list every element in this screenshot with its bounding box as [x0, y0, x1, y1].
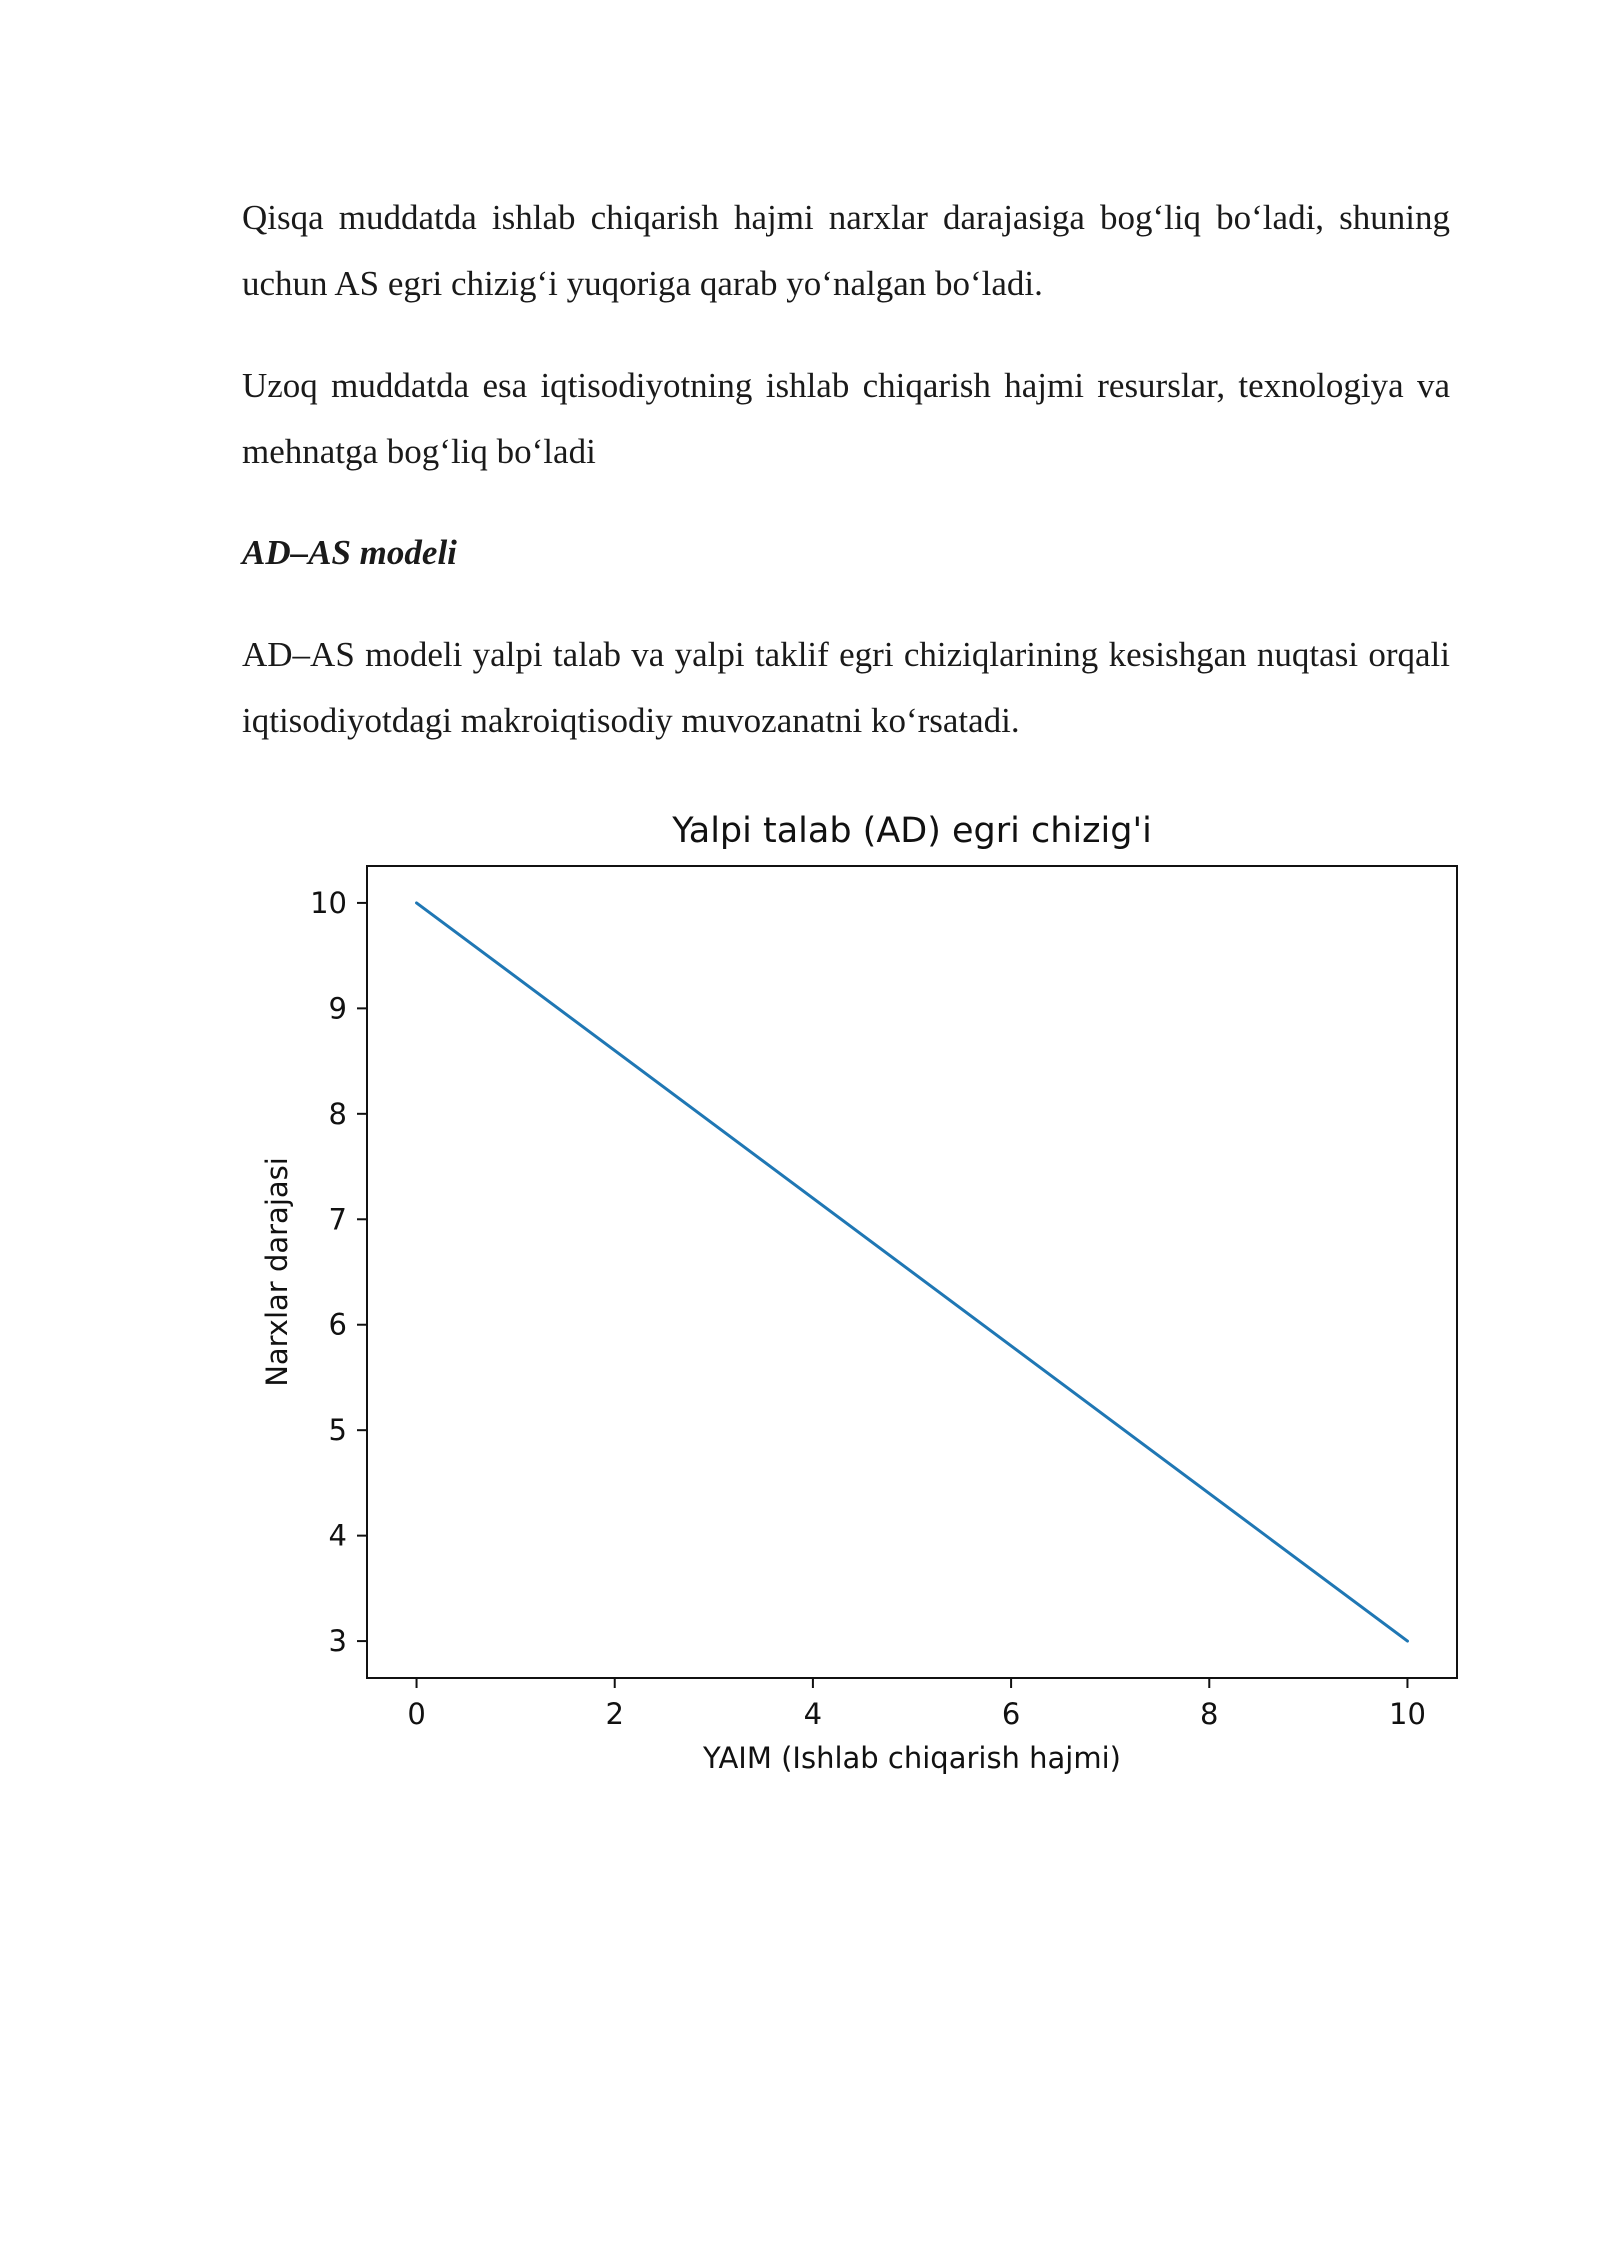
- series-layer: [417, 903, 1408, 1641]
- y-tick-label: 3: [328, 1624, 347, 1659]
- paragraph-short-run: Qisqa muddatda ishlab chiqarish hajmi narxlar darajasiga bog‘liq bo‘ladi, shuning uchun AS egri chizig‘i yuqoriga qarab yo‘nalgan bo‘ladi.: [242, 198, 1450, 303]
- y-tick-label: 6: [328, 1307, 347, 1342]
- y-axis-label: Narxlar darajasi: [260, 1157, 294, 1387]
- y-tick-label: 5: [328, 1413, 347, 1448]
- y-tick-label: 9: [328, 991, 347, 1026]
- ad-curve-line: [417, 903, 1408, 1641]
- plot-area-frame: [367, 866, 1457, 1678]
- y-axis-ticks: [310, 886, 367, 1658]
- y-tick-label: 10: [310, 885, 347, 920]
- x-tick-label: 6: [1001, 1697, 1021, 1731]
- chart-title: Yalpi talab (AD) egri chizig'i: [672, 811, 1152, 851]
- x-tick-label: 10: [1389, 1697, 1426, 1731]
- y-tick-label: 4: [328, 1518, 347, 1553]
- x-tick-label: 0: [407, 1697, 426, 1731]
- paragraph-ad-as-model: AD–AS modeli yalpi talab va yalpi taklif egri chiziqlarining kesishgan nuqtasi orqali iqtisodiyotdagi makroiqtisodiy muvozanatni ko‘rsatadi.: [242, 635, 1450, 740]
- section-heading: AD–AS modeli: [242, 533, 457, 572]
- x-tick-label: 2: [605, 1697, 624, 1731]
- x-tick-label: 4: [803, 1697, 823, 1731]
- x-axis-label: YAIM (Ishlab chiqarish hajmi): [703, 1741, 1121, 1775]
- y-tick-label: 8: [328, 1096, 347, 1131]
- x-tick-label: 8: [1200, 1697, 1219, 1731]
- y-tick-label: 7: [328, 1202, 347, 1237]
- paragraph-long-run: Uzoq muddatda esa iqtisodiyotning ishlab chiqarish hajmi resurslar, texnologiya va mehnatga bog‘liq bo‘ladi: [242, 366, 1450, 471]
- x-axis-ticks: [407, 1678, 1426, 1731]
